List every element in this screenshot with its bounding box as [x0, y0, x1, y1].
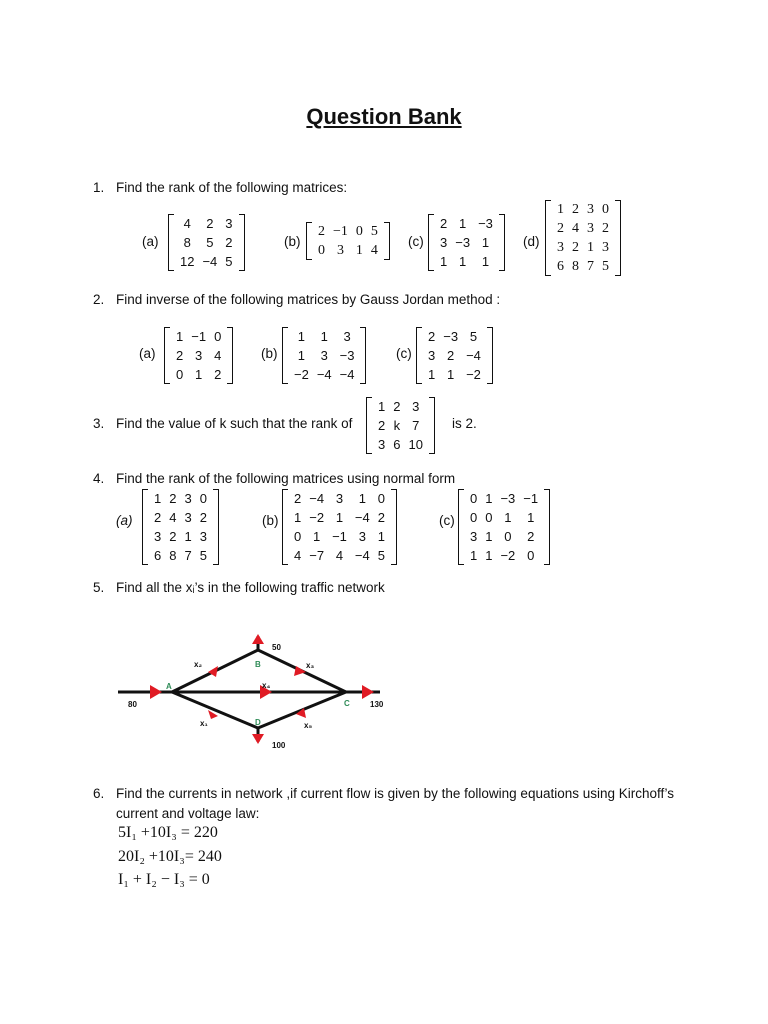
matrix-grid	[424, 327, 485, 384]
matrix-entry: −4	[339, 367, 355, 382]
edge-label: x₃	[306, 661, 315, 670]
equation-3: I₁ + I₂ − I₃ = 0	[118, 871, 210, 888]
question-text: Find inverse of the following matrices by Gauss Jordan method :	[116, 292, 501, 307]
matrix-2c	[416, 327, 493, 384]
part-label: (a)	[116, 513, 133, 528]
matrix-entry: 5	[199, 548, 207, 563]
matrix-entry: 2	[318, 224, 325, 239]
traffic-network-diagram	[110, 630, 410, 760]
bracket-left	[458, 489, 464, 565]
matrix-entry: 6	[557, 259, 564, 274]
matrix-entry: 2	[572, 202, 579, 217]
matrix-entry: 6	[393, 437, 401, 452]
matrix-entry: 0	[485, 510, 493, 525]
matrix-entry: 2	[378, 418, 386, 433]
matrix-entry: 3	[440, 235, 448, 250]
matrix-row	[553, 219, 613, 238]
bracket-left	[366, 397, 372, 454]
matrix-entry: 1	[154, 491, 162, 506]
matrix-entry: 3	[225, 216, 233, 231]
matrix-row	[176, 233, 237, 252]
edge-label: x₅	[304, 721, 313, 730]
matrix-entry: 4	[169, 510, 177, 525]
matrix-grid	[314, 222, 382, 260]
matrix-entry: 2	[294, 491, 302, 506]
matrix-entry: −3	[443, 329, 459, 344]
matrix-entry: 1	[377, 529, 385, 544]
matrix-entry: 3	[587, 221, 594, 236]
matrix-entry: 1	[355, 243, 363, 258]
matrix-entry: −4	[202, 254, 218, 269]
part-label: (c)	[439, 513, 455, 528]
matrix-entry: 3	[184, 491, 192, 506]
matrix-row	[176, 214, 237, 233]
matrix-entry: 1	[176, 329, 184, 344]
matrix-row	[150, 508, 211, 527]
bracket-right	[429, 397, 435, 454]
bracket-right	[487, 327, 493, 384]
question-5	[93, 580, 385, 595]
matrix-entry: 2	[154, 510, 162, 525]
matrix-row	[436, 252, 497, 271]
matrix-entry: −3	[500, 491, 516, 506]
bracket-right	[213, 489, 219, 565]
matrix-row	[466, 508, 542, 527]
matrix-entry: 2	[225, 235, 233, 250]
matrix-entry: −4	[354, 510, 370, 525]
matrix-entry: 1	[195, 367, 203, 382]
matrix-entry: 1	[297, 329, 306, 344]
matrix-row	[466, 489, 542, 508]
matrix-entry: 2	[169, 529, 177, 544]
matrix-entry: 2	[214, 367, 222, 382]
flow-label: 100	[272, 741, 286, 750]
matrix-entry: −3	[478, 216, 493, 231]
matrix-entry: 2	[428, 329, 436, 344]
matrix-entry: 0	[318, 243, 325, 258]
bracket-right	[544, 489, 550, 565]
matrix-entry: 3	[412, 399, 420, 414]
node-d-label: D	[255, 718, 261, 727]
matrix-2a	[164, 327, 233, 384]
part-label: (b)	[284, 234, 301, 249]
matrix-entry: 7	[412, 418, 420, 433]
question-number: 5.	[93, 580, 105, 595]
page-title: Question Bank	[306, 104, 462, 129]
matrix-entry: 3	[343, 329, 351, 344]
matrix-entry: 4	[572, 221, 579, 236]
matrix-entry: −2	[294, 367, 309, 382]
matrix-entry: 8	[572, 259, 579, 274]
flow-label: 80	[128, 700, 137, 709]
matrix-entry: −1	[191, 329, 207, 344]
matrix-entry: −2	[466, 367, 481, 382]
matrix-entry: 1	[481, 254, 490, 269]
matrix-row	[150, 546, 211, 565]
matrix-entry: 0	[176, 367, 184, 382]
bracket-right	[615, 200, 621, 276]
matrix-grid	[172, 327, 225, 384]
matrix-entry: 2	[206, 216, 214, 231]
matrix-entry: 1	[313, 529, 321, 544]
matrix-entry: 1	[358, 491, 366, 506]
matrix-row	[424, 346, 485, 365]
matrix-entry: 0	[294, 529, 302, 544]
bracket-left	[164, 327, 170, 384]
matrix-entry: 3	[358, 529, 366, 544]
matrix-entry: 1	[440, 254, 448, 269]
part-label: (c)	[396, 346, 412, 361]
matrix-entry: 12	[180, 254, 195, 269]
part-label: (d)	[523, 234, 540, 249]
matrix-entry: −3	[455, 235, 471, 250]
matrix-entry: 0	[504, 529, 512, 544]
question-number: 6.	[93, 786, 105, 801]
matrix-entry: 1	[335, 510, 344, 525]
matrix-entry: 3	[199, 529, 207, 544]
matrix-entry: 3	[428, 348, 436, 363]
node-a-label: A	[166, 682, 172, 691]
part-label: (b)	[262, 513, 279, 528]
matrix-row	[553, 200, 613, 219]
matrix-entry: 0	[377, 491, 385, 506]
matrix-entry: −1	[332, 529, 347, 544]
matrix-entry: k	[393, 418, 401, 433]
matrix-entry: 10	[408, 437, 423, 452]
matrix-row	[172, 327, 225, 346]
bracket-left	[416, 327, 422, 384]
matrix-3	[366, 397, 435, 454]
question-2	[93, 292, 500, 307]
edge-label: x₂	[194, 660, 203, 669]
matrix-row	[290, 346, 358, 365]
matrix-entry: 3	[378, 437, 386, 452]
matrix-entry: 3	[557, 240, 564, 255]
matrix-entry: 2	[169, 491, 177, 506]
matrix-grid	[176, 214, 237, 271]
equation-1: 5I₁ +10I₃ = 220	[118, 824, 218, 841]
node-c-label: C	[344, 699, 350, 708]
matrix-row	[150, 489, 211, 508]
question-4	[93, 471, 455, 486]
matrix-row	[314, 241, 382, 260]
matrix-grid	[150, 489, 211, 565]
question-number: 3.	[93, 416, 105, 431]
matrix-1d	[545, 200, 621, 276]
matrix-entry: 5	[469, 329, 478, 344]
bracket-left	[306, 222, 312, 260]
bracket-right	[360, 327, 366, 384]
bracket-right	[391, 489, 397, 565]
bracket-left	[428, 214, 434, 271]
part-label: (a)	[142, 234, 159, 249]
matrix-entry: 0	[527, 548, 535, 563]
matrix-entry: 1	[527, 510, 535, 525]
matrix-entry: 4	[335, 548, 344, 563]
edge-x1	[172, 692, 258, 728]
matrix-entry: 1	[428, 367, 436, 382]
matrix-entry: −4	[354, 548, 370, 563]
matrix-entry: 7	[587, 259, 594, 274]
matrix-row	[314, 222, 382, 241]
matrix-entry: −4	[466, 348, 481, 363]
matrix-grid	[374, 397, 427, 454]
question-text: Find the value of k such that the rank of	[116, 416, 353, 431]
matrix-entry: 1	[320, 329, 328, 344]
matrix-entry: 5	[602, 259, 609, 274]
bracket-left	[282, 327, 288, 384]
matrix-entry: 4	[214, 348, 222, 363]
matrix-row	[436, 214, 497, 233]
matrix-entry: 1	[485, 529, 493, 544]
bracket-right	[227, 327, 233, 384]
matrix-entry: 4	[294, 548, 302, 563]
matrix-entry: 2	[393, 399, 401, 414]
matrix-entry: −7	[309, 548, 325, 563]
matrix-grid	[466, 489, 542, 565]
part-label: (b)	[261, 346, 278, 361]
matrix-grid	[290, 489, 389, 565]
matrix-entry: 1	[294, 510, 302, 525]
matrix-entry: 7	[184, 548, 192, 563]
question-text: Find the currents in network ,if current flow is given by the following equations using Kirchoff’s	[116, 786, 675, 801]
matrix-entry: 0	[199, 491, 207, 506]
part-label: (c)	[408, 234, 424, 249]
part-label: (a)	[139, 346, 156, 361]
bracket-right	[499, 214, 505, 271]
matrix-1a	[168, 214, 245, 271]
edge-label: x₄	[262, 681, 271, 690]
matrix-entry: 5	[225, 254, 233, 269]
question-text: Find the rank of the following matrices using normal form	[116, 471, 456, 486]
matrix-row	[553, 238, 613, 257]
matrix-entry: 3	[335, 491, 344, 506]
matrix-row	[290, 546, 389, 565]
matrix-entry: 2	[199, 510, 207, 525]
matrix-entry: 1	[485, 548, 493, 563]
matrix-entry: 1	[557, 202, 564, 217]
matrix-1c	[428, 214, 505, 271]
matrix-entry: 1	[485, 491, 493, 506]
matrix-entry: 1	[447, 367, 455, 382]
matrix-entry: 0	[470, 510, 478, 525]
matrix-entry: 5	[377, 548, 385, 563]
matrix-1b	[306, 222, 390, 260]
bracket-left	[545, 200, 551, 276]
edge-label: x₁	[200, 719, 208, 728]
matrix-entry: 4	[183, 216, 191, 231]
matrix-4c	[458, 489, 550, 565]
bracket-left	[168, 214, 174, 271]
matrix-row	[290, 489, 389, 508]
bracket-right	[239, 214, 245, 271]
matrix-entry: −2	[309, 510, 325, 525]
matrix-entry: 3	[154, 529, 162, 544]
matrix-entry: 3	[336, 243, 344, 258]
matrix-entry: 3	[470, 529, 478, 544]
matrix-entry: 0	[355, 224, 363, 239]
matrix-row	[466, 546, 542, 565]
bracket-left	[142, 489, 148, 565]
matrix-4a	[142, 489, 219, 565]
matrix-2b	[282, 327, 366, 384]
matrix-entry: 2	[572, 240, 579, 255]
matrix-row	[172, 346, 225, 365]
question-number: 1.	[93, 180, 105, 195]
matrix-entry: −3	[339, 348, 355, 363]
matrix-entry: 6	[154, 548, 162, 563]
matrix-entry: 5	[206, 235, 214, 250]
matrix-entry: −2	[500, 548, 516, 563]
matrix-entry: 3	[320, 348, 328, 363]
bracket-left	[282, 489, 288, 565]
matrix-entry: 1	[504, 510, 512, 525]
question-number: 4.	[93, 471, 105, 486]
node-b-label: B	[255, 660, 261, 669]
matrix-grid	[553, 200, 613, 276]
matrix-entry: 5	[370, 224, 378, 239]
matrix-entry: 3	[602, 240, 609, 255]
equation-2: 20I₂ +10I₃= 240	[118, 848, 222, 865]
question-text: Find the rank of the following matrices:	[116, 180, 348, 195]
matrix-entry: 1	[459, 216, 467, 231]
matrix-row	[374, 397, 427, 416]
question-6	[93, 786, 674, 801]
matrix-row	[290, 508, 389, 527]
question-text: Find all the xᵢ’s in the following traffic network	[116, 580, 385, 595]
matrix-entry: 3	[184, 510, 192, 525]
matrix-entry: 2	[527, 529, 535, 544]
matrix-grid	[290, 327, 358, 384]
matrix-entry: 1	[459, 254, 467, 269]
matrix-entry: 1	[378, 399, 386, 414]
matrix-row	[176, 252, 237, 271]
matrix-row	[290, 327, 358, 346]
matrix-grid	[436, 214, 497, 271]
matrix-row	[466, 527, 542, 546]
matrix-entry: 2	[377, 510, 385, 525]
matrix-entry: 8	[169, 548, 177, 563]
matrix-entry: 0	[602, 202, 609, 217]
matrix-entry: 0	[214, 329, 222, 344]
matrix-4b	[282, 489, 397, 565]
matrix-entry: 0	[470, 491, 478, 506]
matrix-row	[290, 527, 389, 546]
matrix-entry: 1	[184, 529, 192, 544]
matrix-entry: −4	[309, 491, 325, 506]
question-suffix: is 2.	[452, 416, 477, 431]
matrix-entry: 4	[370, 243, 378, 258]
matrix-row	[436, 233, 497, 252]
matrix-entry: 2	[176, 348, 184, 363]
flow-label: 50	[272, 643, 281, 652]
matrix-row	[150, 527, 211, 546]
question-6-continued: current and voltage law:	[116, 806, 260, 821]
matrix-entry: 1	[470, 548, 478, 563]
matrix-entry: 3	[195, 348, 203, 363]
matrix-entry: −4	[316, 367, 332, 382]
question-3	[93, 416, 352, 431]
question-1	[93, 180, 347, 195]
matrix-row	[374, 435, 427, 454]
matrix-entry: 1	[587, 240, 594, 255]
matrix-entry: −1	[333, 224, 348, 239]
question-number: 2.	[93, 292, 105, 307]
bracket-right	[384, 222, 390, 260]
matrix-entry: 2	[602, 221, 609, 236]
matrix-row	[290, 365, 358, 384]
matrix-entry: 8	[183, 235, 191, 250]
matrix-entry: 1	[297, 348, 306, 363]
matrix-entry: 2	[557, 221, 564, 236]
flow-label: 130	[370, 700, 384, 709]
matrix-entry: 2	[447, 348, 455, 363]
matrix-row	[374, 416, 427, 435]
matrix-row	[553, 257, 613, 276]
matrix-entry: 3	[587, 202, 594, 217]
matrix-entry: 2	[440, 216, 448, 231]
matrix-row	[424, 327, 485, 346]
matrix-entry: −1	[523, 491, 539, 506]
matrix-row	[424, 365, 485, 384]
matrix-entry: 1	[481, 235, 490, 250]
matrix-row	[172, 365, 225, 384]
